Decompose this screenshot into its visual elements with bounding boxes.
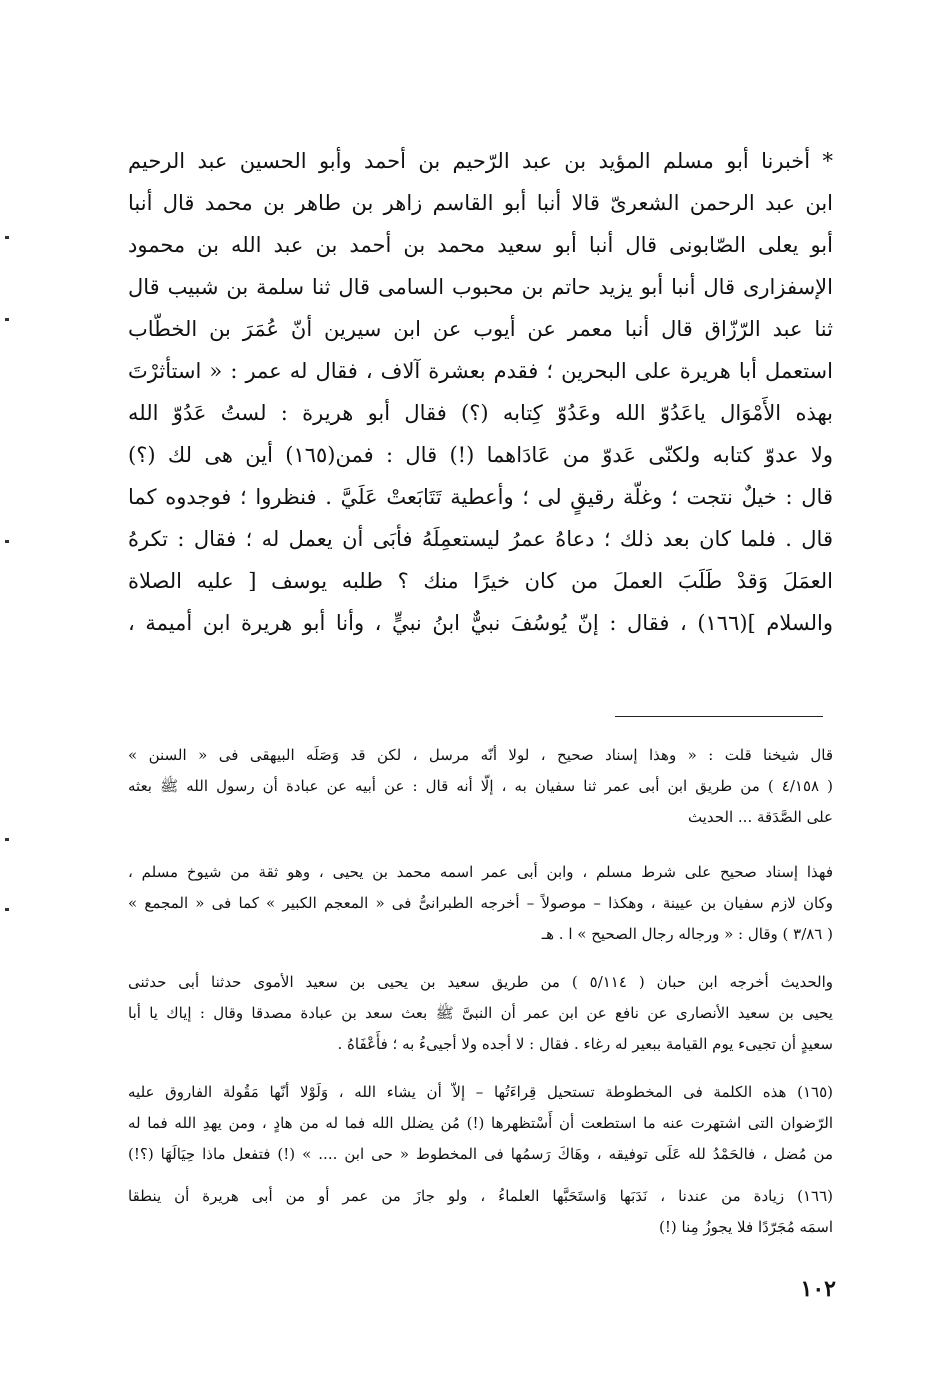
footnote-block — [128, 740, 833, 833]
main-line: والسلام ](١٦٦) ، فقال : إنّ يُوسُفَ نبيٌّ ابنُ نبيٍّ ، وأنا أبو هريرة ابن أميمة ، — [128, 611, 833, 635]
scan-edge-mark — [5, 540, 9, 543]
footnote-line: والحديث أخرجه ابن حبان ( ٥/١١٤ ) من طريق سعيد بن يحيى بن سعيد الأموى حدثنا أبى حدثنى — [128, 973, 833, 991]
main-line: ثنا عبد الرّزّاق قال أنبا معمر عن أيوب عن ابن سيرين أنّ عُمَرَ بن الخطّاب — [128, 317, 833, 341]
footnote-line: وكان لازم سفيان بن عيينة ، وهكذا – موصولاً – أخرجه الطبرانىُّ فى « المعجم الكبير » كما فى « المجمع » — [128, 894, 833, 912]
main-line: * أخبرنا أبو مسلم المؤيد بن عبد الرّحيم بن أحمد وأبو الحسين عبد الرحيم — [128, 149, 833, 173]
footnote-line: (١٦٥) هذه الكلمة فى المخطوطة تستحيل قِراءَتُها – إلاّ أن يشاء الله ، وَلَوْلا أنّها مَقُولة الفاروق عليه — [128, 1083, 833, 1101]
main-line: بهذه الأَمْوَال ياعَدُوّ الله وعَدُوّ كِتابه (؟) فقال أبو هريرة : لستُ عَدُوّ الله — [128, 401, 833, 425]
footnote-line: اسمَه مُجَرّدًا فلا يجوزُ مِنا (!) — [659, 1218, 833, 1236]
main-line: أبو يعلى الصّابونى قال أنبا أبو سعيد محمد بن أحمد بن عبد الله بن محمود — [128, 233, 833, 257]
main-line: العمَلَ وَقدْ طَلَبَ العملَ من كان خيرًا منك ؟ طلبه يوسف [ عليه الصلاة — [128, 569, 833, 593]
footnote-165 — [128, 1077, 833, 1170]
footnote-line: ( ٣/٨٦ ) وقال : « ورجاله رجال الصحيح » ا . هـ — [541, 925, 833, 943]
main-line: قال . فلما كان بعد ذلك ؛ دعاهُ عمرُ ليستعمِلَهُ فأبَى أن يعمل له ؛ فقال : تكرهُ — [128, 527, 833, 551]
footnote-block — [128, 967, 833, 1060]
footnote-line: (١٦٦) زيادة من عندنا ، نَدَبَها وَاستَحَبَّها العلماءُ ، ولو جازَ من عمر أو من أبى هريرة أن ينطقا — [128, 1187, 833, 1205]
footnote-line: يحيى بن سعيد الأنصارى عن نافع عن ابن عمر أن النبىَّ ﷺ بعث سعد بن عبادة مصدقا وقال : إياك يا أبا — [128, 1004, 833, 1022]
scan-edge-mark — [5, 318, 9, 321]
footnote-line: فهذا إسناد صحيح على شرط مسلم ، وابن أبى عمر اسمه محمد بن يحيى ، وهو ثقة من شيوخ مسلم ، — [128, 863, 833, 881]
footnote-line: الرّضوان التى اشتهرت عنه ما استطعت أن أَسْتظهرها (!) مُن يضلل الله فما له من هادٍ ، ومن يهدِ الله فما له — [128, 1114, 833, 1132]
scan-edge-mark — [5, 908, 9, 911]
main-line: قال : خيلٌ نتجت ؛ وغلّة رقيقٍ لى ؛ وأعطية تَتَابَعتْ عَلَيَّ . فنظروا ؛ فوجدوه كما — [128, 485, 833, 509]
footnote-block — [128, 857, 833, 950]
main-line: استعمل أبا هريرة على البحرين ؛ فقدم بعشرة آلاف ، فقال له عمر : « استأثرْتَ — [128, 359, 833, 383]
main-line: الإسفزارى قال أنبا أبو يزيد حاتم بن محبوب السامى قال ثنا سلمة بن شبيب قال — [128, 275, 833, 299]
footnote-166 — [128, 1181, 833, 1243]
footnote-line: ( ٤/١٥٨ ) من طريق ابن أبى عمر ثنا سفيان به ، إلّا أنه قال : عن أبيه عن عبادة أن رسول الله ﷺ بعثه — [128, 777, 833, 795]
main-line: ابن عبد الرحمن الشعرىّ قالا أنبا أبو القاسم زاهر بن طاهر بن محمد قال أنبا — [128, 191, 833, 215]
footnote-line: قال شيخنا قلت : « وهذا إسناد صحيح ، لولا أنّه مرسل ، لكن قد وَصَلَه البيهقى فى « السنن » — [128, 746, 833, 764]
scan-edge-mark — [5, 236, 9, 239]
main-text-block — [128, 140, 833, 644]
footnote-line: سعيدٍ أن تجيىء يوم القيامة ببعير له رغاء . فقال : لا أجده ولا أجيىءُ به ؛ فأَعْفَاهُ . — [337, 1035, 833, 1053]
footnote-line: على الصَّدَقة ... الحديث — [687, 808, 833, 826]
footnote-line: من مُضل ، فالحَمْدُ لله عَلَى توفيقه ، وهَاكَ رَسمُها فى المخطوط « حى ابن .... » (!) فتفعل ماذا حِيَالَهَا (؟!) — [128, 1145, 833, 1163]
footnote-separator-rule — [615, 716, 823, 717]
page-number: ١٠٢ — [800, 1276, 836, 1302]
main-line: ولا عدوّ كتابه ولكنّى عَدوّ من عَادَاهما (!) قال : فمن(١٦٥) أين هى لك (؟) — [128, 443, 833, 467]
scan-edge-mark — [5, 838, 9, 841]
